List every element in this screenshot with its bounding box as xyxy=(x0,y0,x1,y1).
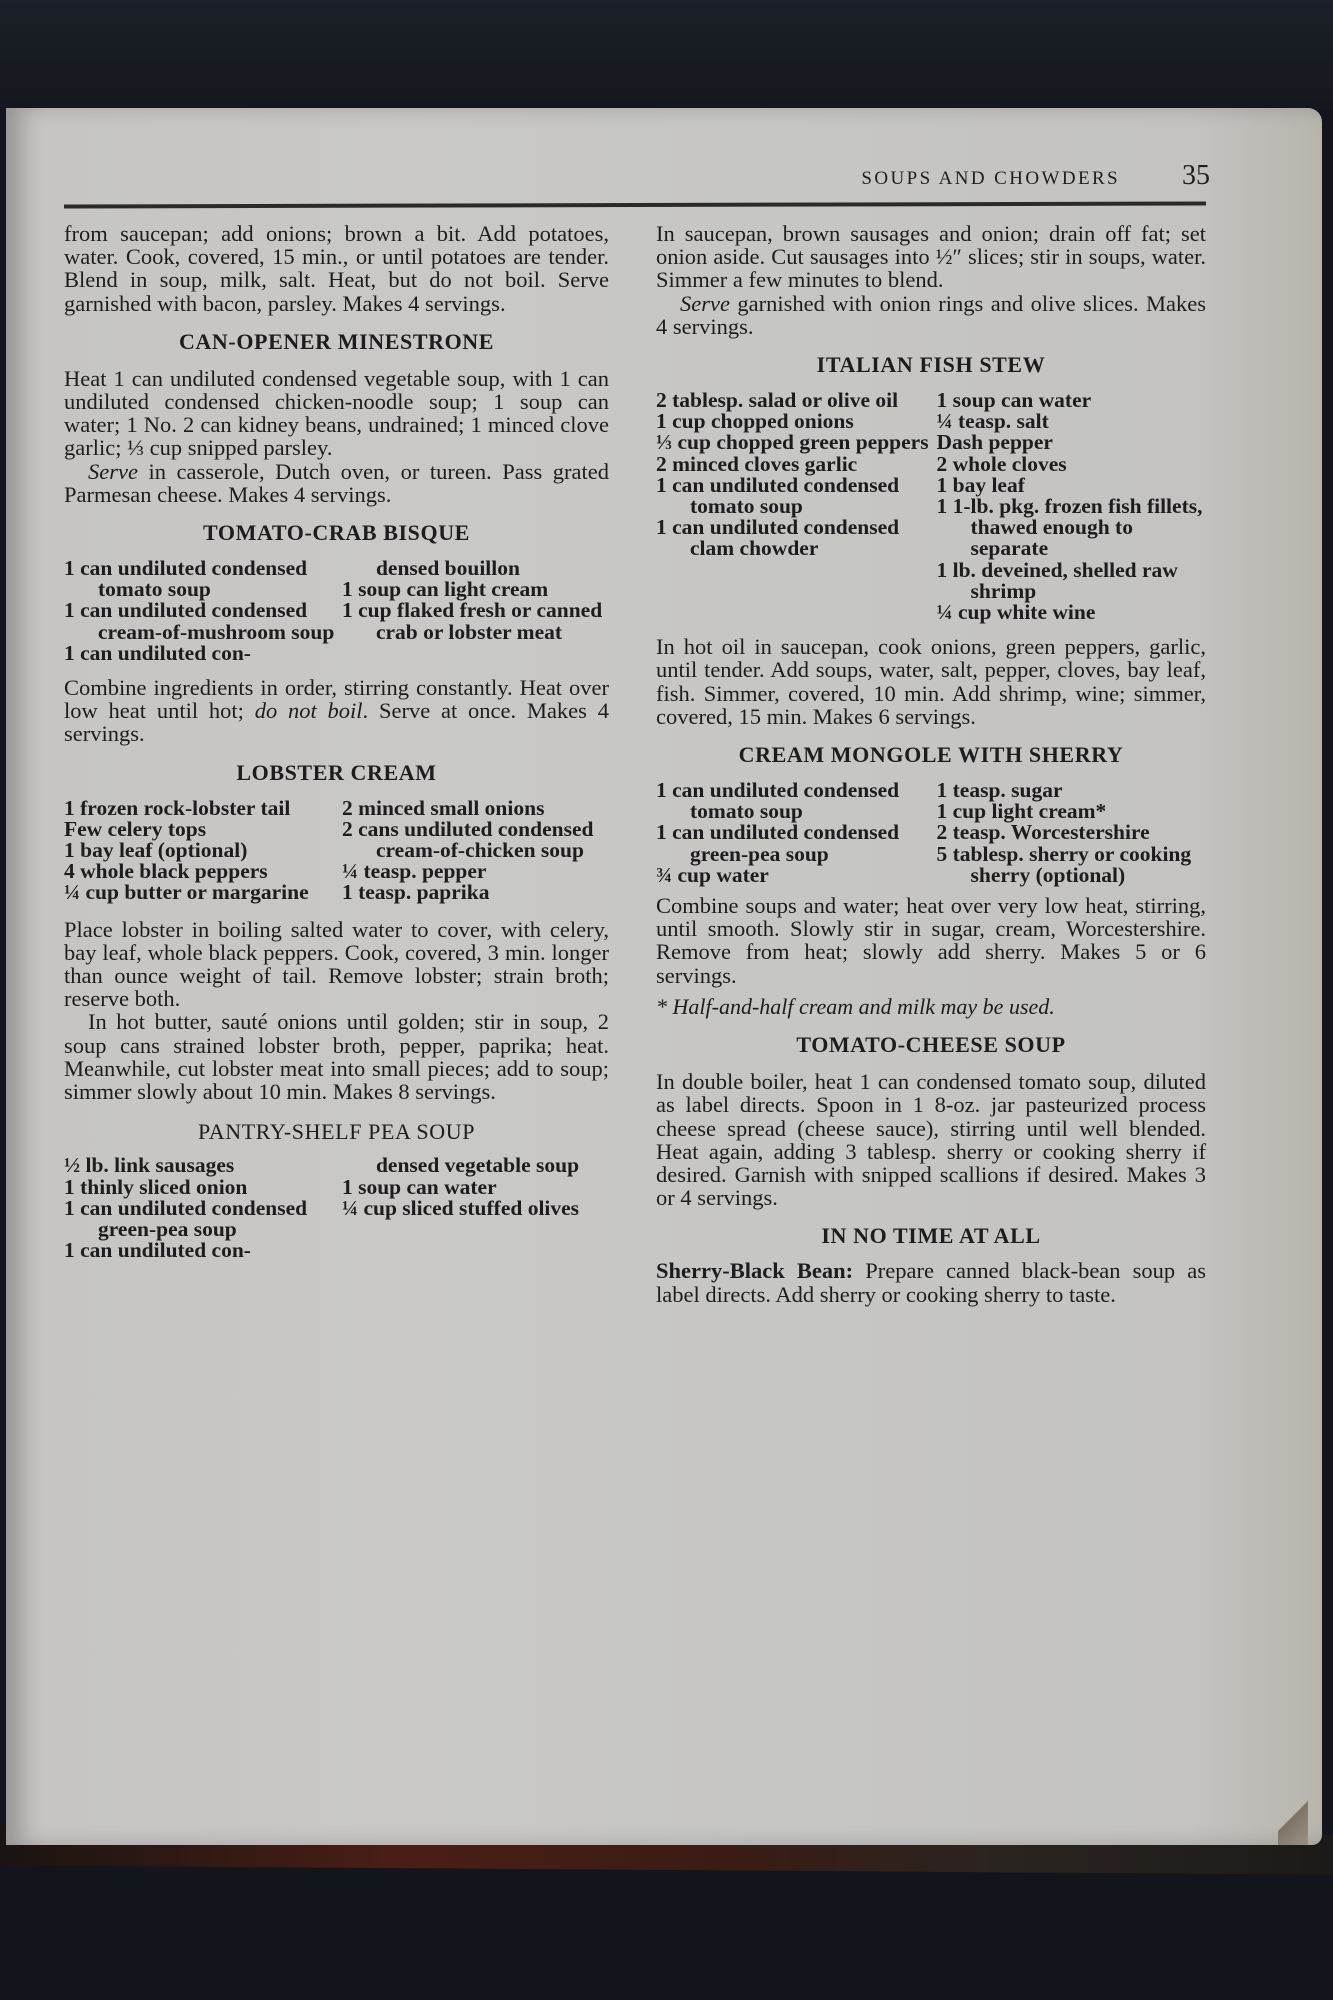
continued-paragraph: from saucepan; add onions; brown a bit. Add potatoes, water. Cook, covered, 15 min., or until potatoes are tender. Blend in soup, milk, salt. Heat, but do not boil. Serve garnished with bacon, parsley. Makes 4 servings. xyxy=(64,221,609,316)
ingredient: ½ lb. link sausages xyxy=(64,1153,235,1178)
minestrone-paragraph-1: Heat 1 can undiluted condensed vegetable soup, with 1 can undiluted condensed chicken-noodle soup; 1 soup can water; 1 No. 2 can kidney beans, undrained; 1 minced clove garlic; ⅓ cup snipped parsley. xyxy=(64,365,609,461)
pea-soup-paragraph-2: Serve garnished with onion rings and olive slices. Makes 4 servings. xyxy=(656,290,1206,339)
ingredient: 1 can undiluted condensed green-pea soup xyxy=(64,1195,308,1241)
mongole-ingredients xyxy=(656,780,1206,886)
ingredient: 1 can undiluted condensed cream-of-mushroom soup xyxy=(64,598,335,644)
recipe-title-bisque: TOMATO-CRAB BISQUE xyxy=(203,520,470,546)
page-header xyxy=(60,160,1210,190)
ingredient: densed bouillon xyxy=(375,556,520,581)
ingredient: 1 bay leaf xyxy=(936,472,1025,497)
recipe-title-fish-stew: ITALIAN FISH STEW xyxy=(816,352,1046,378)
fish-stew-ingredients xyxy=(656,390,1206,623)
ingredient: 1 cup chopped onions xyxy=(656,409,854,434)
minestrone-paragraph-2: Serve in casserole, Dutch oven, or tureen. Pass grated Parmesan cheese. Makes 4 servings. xyxy=(64,458,609,507)
ingredient: 2 whole cloves xyxy=(936,451,1067,476)
ingredient: 1 can undiluted condensed tomato soup xyxy=(656,778,900,824)
no-time-paragraph: Sherry-Black Bean: Prepare canned black-bean soup as label directs. Add sherry or cooking sherry to taste. xyxy=(656,1258,1207,1307)
ingredient: 1 thinly sliced onion xyxy=(64,1174,248,1199)
ingredient: 2 tablesp. salad or olive oil xyxy=(656,388,899,413)
tomato-cheese-paragraph: In double boiler, heat 1 can condensed tomato soup, diluted as label directs. Spoon in 1 8-oz. jar pasteurized process cheese spread (cheese sauce), stirring until well blended. Heat again, adding 3 tablesp. sherry or cooking sherry if desired. Garnish with snipped scallions if desired. Makes 3 or 4 servings. xyxy=(656,1069,1206,1211)
ingredient: 1 1-lb. pkg. frozen fish fillets, thawed enough to separate xyxy=(936,494,1203,561)
ingredient: 1 soup can light cream xyxy=(341,577,549,602)
lobster-ingredients xyxy=(64,795,609,905)
ingredient: 1 soup can water xyxy=(341,1174,497,1199)
recipe-title-minestrone: CAN-OPENER MINESTRONE xyxy=(178,328,495,354)
ingredient: 2 teasp. Worcestershire xyxy=(936,820,1150,845)
recipe-title-lobster: LOBSTER CREAM xyxy=(236,759,437,785)
ingredient: 1 can undiluted condensed tomato soup xyxy=(64,556,308,602)
lobster-paragraph-2: In hot butter, sauté onions until golden; stir in soup, 2 soup cans strained lobster broth, pepper, paprika; heat. Meanwhile, cut lobster meat into small pieces; add to soup; simmer slowly about 10 min. Makes 8 servings. xyxy=(64,1009,609,1105)
ingredient: ¾ cup water xyxy=(656,862,769,887)
pea-soup-paragraph-1: In saucepan, brown sausages and onion; drain off fat; set onion aside. Cut sausages into ½″ slices; stir in soups, water. Simmer a few minutes to blend. xyxy=(656,221,1206,293)
ingredient: 1 can undiluted con- xyxy=(64,1238,251,1263)
ingredient: densed vegetable soup xyxy=(375,1153,580,1178)
mongole-paragraph: Combine soups and water; heat over very low heat, stirring, until smooth. Slowly stir in sugar, cream, Worcestershire. Remove from heat; slowly add sherry. Makes 5 or 6 servings. xyxy=(656,893,1206,988)
ingredient: Dash pepper xyxy=(936,430,1053,455)
ingredient: 1 lb. deveined, shelled raw shrimp xyxy=(936,557,1178,603)
pea-soup-ingredients xyxy=(64,1155,609,1261)
ingredient: 5 tablesp. sherry or cooking sherry (optional) xyxy=(936,841,1192,887)
ingredient: 1 bay leaf (optional) xyxy=(64,838,248,863)
ingredient: 1 can undiluted con- xyxy=(64,640,251,665)
right-column xyxy=(656,222,1206,1306)
page-number: 35 xyxy=(1182,160,1210,191)
ingredient: 2 minced cloves garlic xyxy=(656,451,858,476)
ingredient: ¼ teasp. pepper xyxy=(341,859,487,884)
left-column xyxy=(64,222,609,1261)
mongole-footnote: * Half-and-half cream and milk may be used. xyxy=(656,993,1055,1019)
ingredient: Few celery tops xyxy=(64,816,207,841)
ingredient: 2 cans undiluted condensed cream-of-chicken soup xyxy=(341,816,594,863)
bisque-ingredients xyxy=(64,558,609,664)
ingredient: 1 cup light cream* xyxy=(936,799,1107,824)
ingredient: 1 cup flaked fresh or canned crab or lobster meat xyxy=(341,598,603,644)
ingredient: 2 minced small onions xyxy=(341,795,545,820)
ingredient: 1 frozen rock-lobster tail xyxy=(64,795,291,820)
ingredient: ¼ cup sliced stuffed olives xyxy=(341,1195,580,1220)
ingredient: 1 teasp. paprika xyxy=(341,880,490,905)
running-head: SOUPS AND CHOWDERS xyxy=(861,168,1120,189)
section-title-no-time: IN NO TIME AT ALL xyxy=(821,1223,1041,1249)
ingredient: ¼ teasp. salt xyxy=(936,409,1049,434)
ingredient: ¼ cup butter or margarine xyxy=(64,880,309,905)
ingredient: ⅓ cup chopped green peppers xyxy=(656,430,929,455)
ingredient: 1 can undiluted condensed clam chowder xyxy=(656,515,900,561)
recipe-title-pea-soup: PANTRY-SHELF PEA SOUP xyxy=(197,1119,476,1145)
recipe-title-mongole: CREAM MONGOLE WITH SHERRY xyxy=(738,742,1124,768)
ingredient: 1 can undiluted condensed green-pea soup xyxy=(656,820,900,866)
ingredient: 1 can undiluted condensed tomato soup xyxy=(656,472,900,519)
bisque-paragraph: Combine ingredients in order, stirring constantly. Heat over low heat until hot; do not boil. Serve at once. Makes 4 servings. xyxy=(64,675,609,747)
fish-stew-paragraph: In hot oil in saucepan, cook onions, green peppers, garlic, until tender. Add soups, water, salt, pepper, cloves, bay leaf, fish. Simmer, covered, 10 min. Add shrimp, wine; simmer, covered, 15 min. Makes 6 servings. xyxy=(656,634,1206,729)
ingredient: 1 soup can water xyxy=(936,388,1092,413)
ingredient: ¼ cup white wine xyxy=(936,600,1096,625)
recipe-title-tomato-cheese: TOMATO-CHEESE SOUP xyxy=(796,1032,1066,1058)
background-surface-top xyxy=(0,0,1333,110)
page-corner-curl xyxy=(1278,1785,1308,1845)
ingredient: 4 whole black peppers xyxy=(64,859,268,884)
ingredient: 1 teasp. sugar xyxy=(936,778,1063,803)
lobster-paragraph-1: Place lobster in boiling salted water to cover, with celery, bay leaf, whole black peppers. Cook, covered, 3 min. longer than ounce weight of tail. Remove lobster; strain broth; reserve both. xyxy=(64,916,609,1012)
